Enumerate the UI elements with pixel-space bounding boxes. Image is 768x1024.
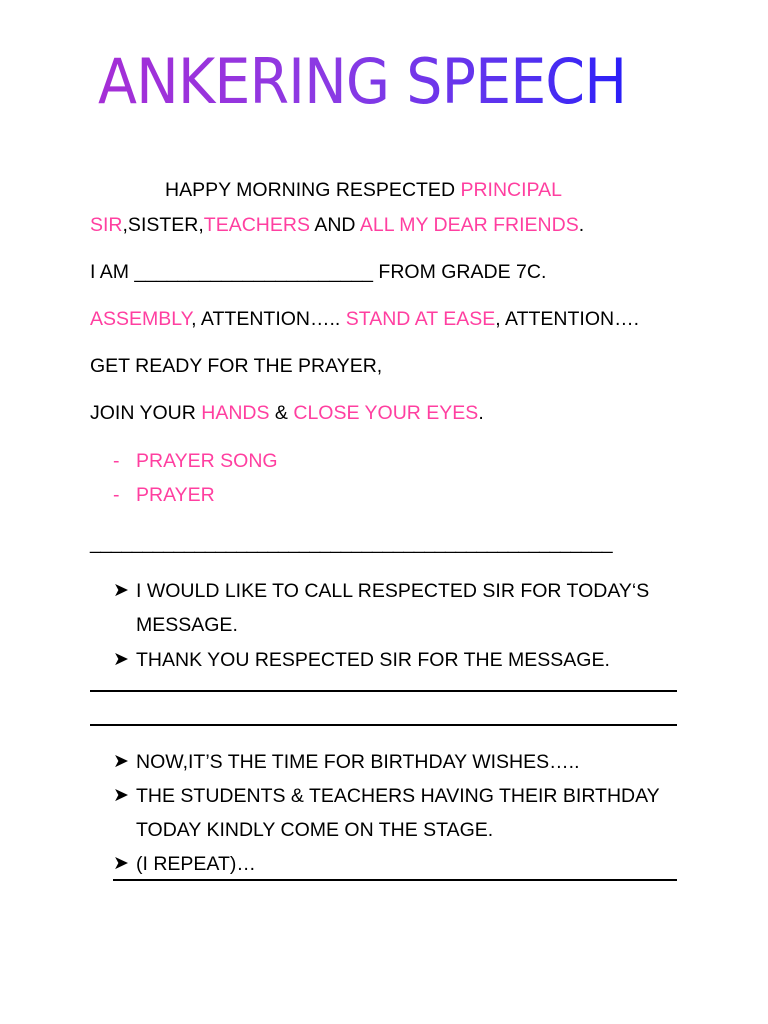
join-line — [90, 401, 484, 425]
prayer-ready-line: GET READY FOR THE PRAYER, — [90, 355, 383, 377]
greeting-highlight-sir: SIR — [90, 214, 123, 236]
list-item: THE STUDENTS & TEACHERS HAVING THEIR BIRTHDAY — [136, 785, 660, 807]
horizontal-rule — [113, 879, 677, 881]
assembly-highlight: ASSEMBLY — [90, 308, 192, 330]
list-item: NOW,IT’S THE TIME FOR BIRTHDAY WISHES….. — [136, 751, 580, 773]
dash-bullet-icon: - — [113, 484, 120, 506]
greeting-line-1 — [165, 178, 562, 202]
arrowhead-bullet-icon: ➤ — [113, 649, 129, 670]
greeting-text-and: AND — [309, 214, 360, 236]
name-line: I AM ______________________ FROM GRADE 7C. — [90, 261, 547, 283]
horizontal-rule — [90, 690, 677, 692]
arrowhead-bullet-icon: ➤ — [113, 580, 129, 601]
assembly-attention-text-2: , ATTENTION…. — [495, 308, 640, 330]
greeting-text-sister: ,SISTER, — [122, 214, 204, 236]
stand-at-ease-highlight: STAND AT EASE — [345, 308, 496, 330]
list-item: THANK YOU RESPECTED SIR FOR THE MESSAGE. — [136, 649, 610, 671]
arrowhead-bullet-icon: ➤ — [113, 853, 129, 874]
ampersand-text: & — [269, 402, 294, 424]
greeting-highlight-friends: ALL MY DEAR FRIENDS — [359, 214, 579, 236]
greeting-period: . — [578, 214, 585, 236]
arrowhead-bullet-icon: ➤ — [113, 785, 129, 806]
greeting-highlight-teachers: TEACHERS — [203, 214, 310, 236]
assembly-attention-text: , ATTENTION….. — [191, 308, 346, 330]
list-item: I WOULD LIKE TO CALL RESPECTED SIR FOR TODAY‘S — [136, 580, 650, 602]
assembly-line — [90, 307, 639, 331]
separator-underscore-line: __________________________________________________ — [90, 532, 613, 554]
join-text: JOIN YOUR — [90, 402, 202, 424]
close-eyes-highlight: CLOSE YOUR EYES — [293, 402, 479, 424]
dash-bullet-icon: - — [113, 450, 120, 472]
list-item-continuation: TODAY KINDLY COME ON THE STAGE. — [136, 819, 494, 841]
list-item: PRAYER SONG — [136, 450, 278, 472]
list-item-continuation: MESSAGE. — [136, 614, 238, 636]
join-period: . — [478, 402, 484, 424]
horizontal-rule — [90, 724, 677, 726]
greeting-highlight-principal: PRINCIPAL — [460, 179, 562, 201]
greeting-text: HAPPY MORNING RESPECTED — [165, 179, 461, 201]
list-item: (I REPEAT)… — [136, 853, 256, 875]
arrowhead-bullet-icon: ➤ — [113, 751, 129, 772]
page-title: ANKERING SPEECH — [98, 36, 626, 128]
greeting-line-2 — [90, 213, 584, 237]
hands-highlight: HANDS — [201, 402, 270, 424]
list-item: PRAYER — [136, 484, 215, 506]
